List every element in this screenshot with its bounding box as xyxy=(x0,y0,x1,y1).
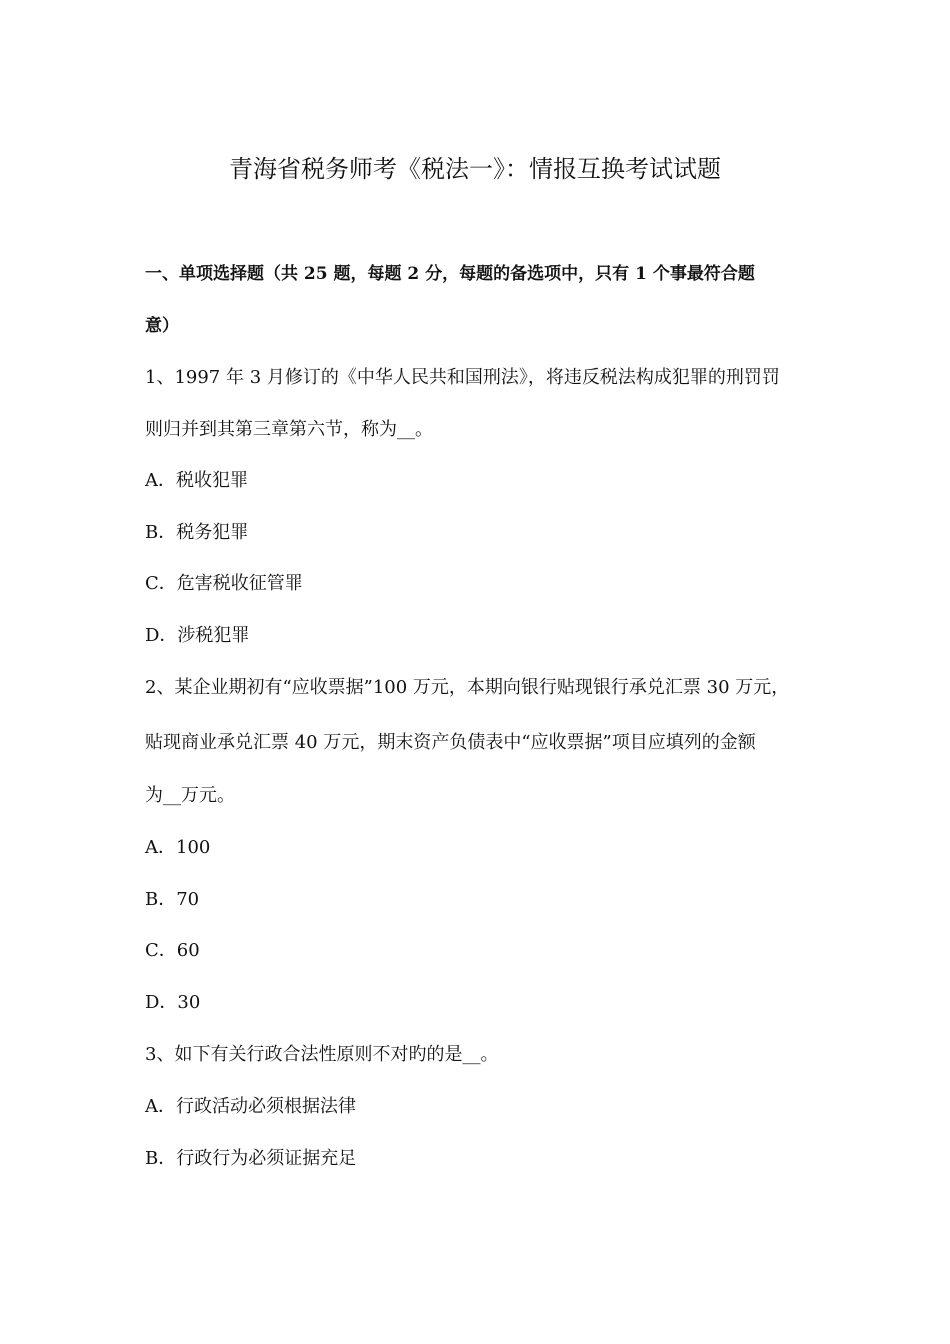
question-1-option-a: A．税收犯罪 xyxy=(145,470,248,491)
section-heading-line-2: 意） xyxy=(145,316,179,336)
question-3-stem-line-1: 3、如下有关行政合法性原则不对旳的是__。 xyxy=(145,1044,499,1065)
question-2-stem-line-3: 为__万元。 xyxy=(145,785,235,806)
question-1-option-c: C．危害税收征管罪 xyxy=(145,573,303,594)
document-title: 青海省税务师考《税法一》：情报互换考试试题 xyxy=(229,155,721,183)
question-1-option-d: D．涉税犯罪 xyxy=(145,625,250,646)
question-2-option-a: A．100 xyxy=(145,837,211,858)
question-2-stem-line-1: 2、某企业期初有“应收票据”100 万元，本期向银行贴现银行承兑汇票 30 万元， xyxy=(145,677,790,698)
question-1-option-b: B．税务犯罪 xyxy=(145,522,249,543)
section-heading-line-1: 一、单项选择题（共 25 题，每题 2 分，每题的备选项中，只有 1 个事最符合题 xyxy=(145,264,755,284)
question-3-option-a: A．行政活动必须根据法律 xyxy=(145,1096,356,1117)
question-2-option-c: C．60 xyxy=(145,940,200,961)
question-1-stem-line-2: 则归并到其第三章第六节，称为__。 xyxy=(145,419,433,440)
question-2-option-b: B．70 xyxy=(145,889,200,910)
question-1-stem-line-1: 1、1997 年 3 月修订的《中华人民共和国刑法》，将违反税法构成犯罪的刑罚罚 xyxy=(145,367,780,388)
question-2-option-d: D．30 xyxy=(145,992,201,1013)
question-2-stem-line-2: 贴现商业承兑汇票 40 万元，期末资产负债表中“应收票据”项目应填列的金额 xyxy=(145,732,756,753)
question-3-option-b: B．行政行为必须证据充足 xyxy=(145,1148,357,1169)
